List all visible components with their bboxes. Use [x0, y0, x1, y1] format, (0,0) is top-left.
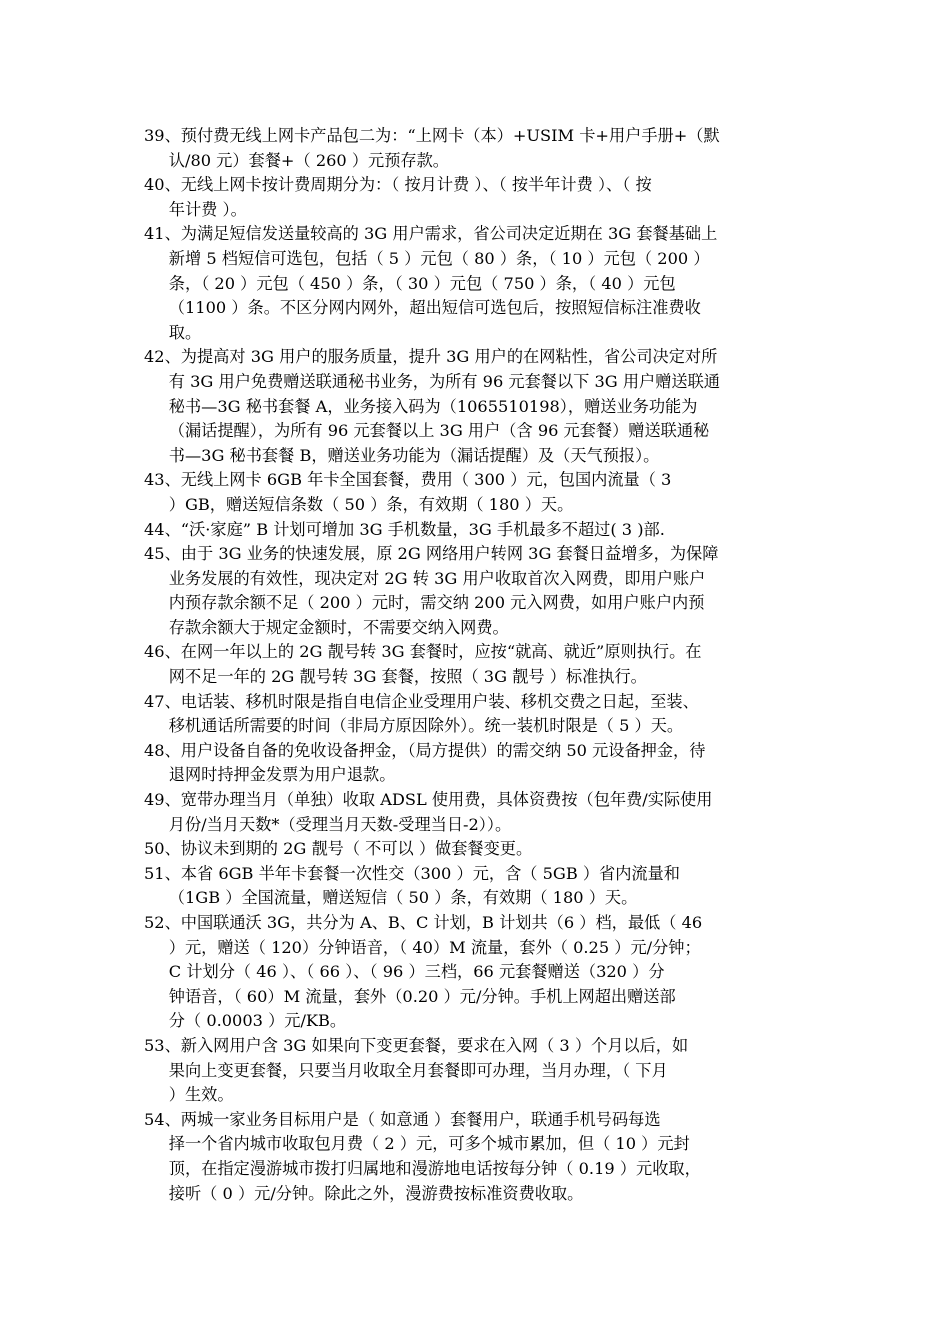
question-line: 书—3G 秘书套餐 B，赠送业务功能为（漏话提醒）及（天气预报）。: [168, 445, 660, 465]
question-line: 新入网用户含 3G 如果向下变更套餐，要求在入网（ 3 ）个月以后，如: [180, 1035, 689, 1055]
question-line: 为提高对 3G 用户的服务质量，提升 3G 用户的在网粘性，省公司决定对所: [180, 347, 718, 367]
question-number: 54、: [144, 1109, 181, 1129]
question-line: 接听（ 0 ）元/分钟。除此之外，漫游费按标准资费收取。: [168, 1183, 584, 1203]
question-item: [144, 173, 812, 222]
question-number: 52、: [144, 913, 181, 932]
question-number: 51、: [144, 863, 181, 883]
question-line: 中国联通沃 3G，共分为 A、B、C 计划，B 计划共（6 ）档，最低（ 46: [180, 913, 703, 932]
question-item: [144, 690, 812, 739]
question-item: [144, 468, 812, 517]
question-item: [144, 640, 812, 689]
question-list: [144, 124, 812, 1206]
question-line: 顶，在指定漫游城市拨打归属地和漫游地电话按每分钟（ 0.19 ）元收取，: [168, 1158, 701, 1178]
question-text: [168, 788, 812, 837]
question-line: 宽带办理当月（单独）收取 ADSL 使用费，具体资费按（包年费/实际使用: [180, 790, 713, 810]
question-item: [144, 345, 812, 468]
question-number: 45、: [144, 544, 181, 564]
question-text: [168, 173, 812, 222]
question-item: [144, 124, 812, 173]
question-line: 由于 3G 业务的快速发展，原 2G 网络用户转网 3G 套餐日益增多，为保障: [180, 544, 719, 564]
question-item: [144, 788, 812, 837]
question-line: 移机通话所需要的时间（非局方原因除外）。统一装机时限是（ 5 ）天。: [168, 716, 684, 736]
question-item: [144, 222, 812, 345]
question-text: [168, 911, 812, 1034]
question-line: 本省 6GB 半年卡套餐一次性交（300 ）元，含（ 5GB ）省内流量和: [180, 863, 680, 883]
question-text: [181, 837, 812, 862]
question-line: ）元，赠送（ 120）分钟语音，（ 40）M 流量，套外（ 0.25 ）元/分钟；: [168, 937, 701, 957]
question-line: 电话装、移机时限是指自电信企业受理用户装、移机交费之日起，至装、: [180, 691, 699, 711]
question-line: 预付费无线上网卡产品包二为：“上网卡（本）+USIM 卡+用户手册+（默: [180, 126, 720, 145]
question-item: [144, 1108, 812, 1206]
question-line: 无线上网卡 6GB 年卡全国套餐，费用（ 300 ）元，包国内流量（ 3: [180, 470, 672, 490]
question-number: 47、: [144, 691, 181, 711]
question-line: 为满足短信发送量较高的 3G 用户需求，省公司决定近期在 3G 套餐基础上: [180, 224, 718, 244]
question-text: [181, 518, 812, 543]
question-number: 41、: [144, 224, 181, 244]
question-line: 用户设备自备的免收设备押金，（局方提供）的需交纳 50 元设备押金，待: [180, 740, 706, 760]
question-text: [168, 739, 812, 788]
question-line: 有 3G 用户免费赠送联通秘书业务，为所有 96 元套餐以下 3G 用户赠送联通: [168, 371, 720, 391]
question-line: （1GB ）全国流量，赠送短信（ 50 ）条，有效期（ 180 ）天。: [168, 888, 638, 908]
question-line: 新增 5 档短信可选包，包括（ 5 ）元包（ 80 ）条，（ 10 ）元包（ 200 ）: [168, 248, 710, 268]
question-number: 43、: [144, 470, 181, 490]
question-line: ）GB，赠送短信条数（ 50 ）条，有效期（ 180 ）天。: [168, 494, 574, 514]
question-item: [144, 518, 812, 543]
question-line: 无线上网卡按计费周期分为：（ 按月计费 ）、（ 按半年计费 ）、（ 按: [180, 175, 652, 195]
question-number: 39、: [144, 126, 181, 145]
question-item: [144, 837, 812, 862]
question-number: 40、: [144, 175, 181, 195]
question-line: 择一个省内城市收取包月费（ 2 ）元，可多个城市累加，但（ 10 ）元封: [168, 1134, 690, 1154]
question-line: 年计费 ）。: [168, 199, 247, 219]
question-line: 退网时持押金发票为用户退款。: [168, 765, 396, 785]
question-number: 44、: [144, 519, 181, 539]
question-number: 46、: [144, 642, 181, 662]
question-line: 业务发展的有效性，现决定对 2G 转 3G 用户收取首次入网费，即用户账户: [168, 568, 706, 588]
question-line: 取。: [168, 322, 202, 342]
question-text: [168, 1034, 812, 1108]
question-line: 认/80 元）套餐+（ 260 ）元预存款。: [168, 150, 449, 170]
question-item: [144, 542, 812, 640]
question-line: 果向上变更套餐，只要当月收取全月套餐即可办理，当月办理，（ 下月: [168, 1060, 668, 1080]
question-line: 秘书—3G 秘书套餐 A，业务接入码为（1065510198），赠送业务功能为: [168, 396, 698, 416]
question-line: （1100 ）条。不区分网内网外，超出短信可选包后，按照短信标注准费收: [168, 298, 701, 318]
question-text: [168, 222, 812, 345]
question-item: [144, 739, 812, 788]
question-line: “沃·家庭” B 计划可增加 3G 手机数量，3G 手机最多不超过( 3 )部.: [180, 519, 665, 539]
question-line: （漏话提醒），为所有 96 元套餐以上 3G 用户（含 96 元套餐）赠送联通秘: [168, 421, 710, 441]
question-text: [168, 542, 812, 640]
question-number: 48、: [144, 740, 181, 760]
question-number: 50、: [144, 839, 181, 859]
question-line: 网不足一年的 2G 靓号转 3G 套餐，按照（ 3G 靓号 ）标准执行。: [168, 667, 647, 687]
question-line: 两城一家业务目标用户是（ 如意通 ）套餐用户，联通手机号码每选: [180, 1109, 661, 1129]
question-line: 在网一年以上的 2G 靓号转 3G 套餐时，应按“就高、就近”原则执行。在: [180, 642, 702, 662]
question-line: 协议未到期的 2G 靓号（ 不可以 ）做套餐变更。: [180, 839, 533, 859]
question-line: 存款余额大于规定金额时，不需要交纳入网费。: [168, 617, 509, 637]
question-number: 49、: [144, 790, 181, 810]
question-number: 42、: [144, 347, 181, 367]
question-line: 分（ 0.0003 ）元/KB。: [168, 1011, 347, 1031]
question-item: [144, 1034, 812, 1108]
question-item: [144, 862, 812, 911]
question-line: C 计划分（ 46 ）、（ 66 ）、（ 96 ）三档，66 元套餐赠送（320 ）分: [168, 962, 665, 982]
question-number: 53、: [144, 1035, 181, 1055]
question-line: ）生效。: [168, 1085, 234, 1105]
question-text: [168, 862, 812, 911]
question-text: [168, 468, 812, 517]
question-text: [168, 640, 812, 689]
question-text: [168, 690, 812, 739]
question-text: [168, 124, 812, 173]
question-line: 条，（ 20 ）元包（ 450 ）条，（ 30 ）元包（ 750 ）条，（ 40 ）元包: [168, 273, 676, 293]
question-line: 钟语音，（ 60）M 流量，套外（0.20 ）元/分钟。手机上网超出赠送部: [168, 986, 676, 1006]
question-line: 月份/当月天数*（受理当月天数-受理当日-2））。: [168, 814, 512, 834]
question-text: [168, 345, 812, 468]
question-text: [168, 1108, 812, 1206]
question-line: 内预存款余额不足（ 200 ）元时，需交纳 200 元入网费，如用户账户内预: [168, 593, 705, 613]
question-item: [144, 911, 812, 1034]
